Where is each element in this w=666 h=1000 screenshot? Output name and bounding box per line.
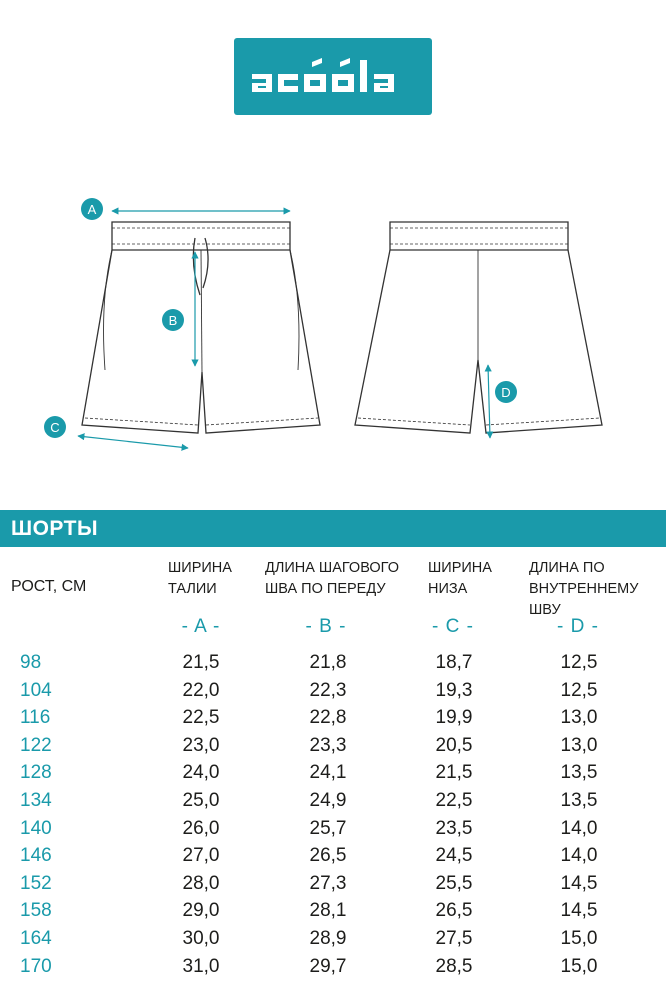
measurement-cell-c: 28,5	[435, 956, 473, 977]
measurement-cell-a: 23,0	[182, 735, 220, 756]
measurement-cell-b: 25,7	[309, 818, 347, 839]
table-row	[0, 845, 666, 872]
table-row	[0, 956, 666, 983]
table-row	[0, 762, 666, 789]
row-height-cell: 152	[20, 873, 52, 894]
measurement-cell-c: 19,3	[435, 680, 473, 701]
row-height-cell: 158	[20, 900, 52, 921]
row-height-cell: 170	[20, 956, 52, 977]
measurement-cell-d: 12,5	[560, 680, 598, 701]
measurement-cell-c: 24,5	[435, 845, 473, 866]
measurement-cell-a: 28,0	[182, 873, 220, 894]
row-height-cell: 104	[20, 680, 52, 701]
row-height-cell: 122	[20, 735, 52, 756]
table-row	[0, 928, 666, 955]
marker-c	[44, 416, 66, 438]
row-height-cell: 116	[20, 707, 51, 728]
column-letter-b: - B -	[305, 616, 347, 637]
measurement-cell-d: 14,0	[560, 818, 598, 839]
measurement-cell-a: 22,0	[182, 680, 220, 701]
measurement-cell-c: 21,5	[435, 762, 473, 783]
marker-a	[81, 198, 103, 220]
column-letter-a: - A -	[181, 616, 221, 637]
row-height-cell: 164	[20, 928, 52, 949]
table-row	[0, 652, 666, 679]
measurement-cell-d: 13,0	[560, 735, 598, 756]
measurement-cell-c: 22,5	[435, 790, 473, 811]
measurement-cell-a: 29,0	[182, 900, 220, 921]
table-row	[0, 900, 666, 927]
measurement-cell-a: 21,5	[182, 652, 220, 673]
shorts-back	[355, 222, 602, 433]
measurement-cell-c: 18,7	[435, 652, 473, 673]
brand-logo	[234, 38, 432, 115]
measurement-cell-c: 27,5	[435, 928, 473, 949]
marker-b	[162, 309, 184, 331]
row-height-cell: 146	[20, 845, 52, 866]
marker-d	[495, 381, 517, 403]
measurement-cell-a: 30,0	[182, 928, 220, 949]
table-row	[0, 873, 666, 900]
measurement-cell-d: 14,5	[560, 900, 598, 921]
shorts-measurement-diagram	[0, 180, 666, 480]
table-row	[0, 735, 666, 762]
table-row	[0, 680, 666, 707]
acoola-logo-mark	[234, 38, 432, 115]
measurement-cell-a: 22,5	[182, 707, 220, 728]
measurement-cell-b: 28,9	[309, 928, 347, 949]
size-table-title-bar	[0, 510, 666, 547]
row-height-cell: 128	[20, 762, 52, 783]
measurement-cell-b: 22,8	[309, 707, 347, 728]
measurement-cell-b: 28,1	[309, 900, 347, 921]
marker-d-label: D	[501, 385, 511, 400]
measurement-cell-a: 26,0	[182, 818, 220, 839]
column-header-waist-width: ШИРИНА ТАЛИИ	[168, 560, 232, 597]
measurement-cell-d: 15,0	[560, 928, 598, 949]
measurement-cell-b: 22,3	[309, 680, 347, 701]
measurement-cell-d: 13,5	[560, 790, 598, 811]
measurement-cell-a: 27,0	[182, 845, 220, 866]
measurement-cell-d: 13,0	[560, 707, 598, 728]
column-letter-d: - D -	[557, 616, 599, 637]
measurement-cell-d: 13,5	[560, 762, 598, 783]
row-height-cell: 140	[20, 818, 52, 839]
measurement-cell-c: 19,9	[435, 707, 473, 728]
measurement-cell-b: 21,8	[309, 652, 347, 673]
measurement-cell-d: 14,0	[560, 845, 598, 866]
measurement-cell-b: 26,5	[309, 845, 347, 866]
marker-a-label: A	[87, 202, 97, 217]
measurement-cell-b: 27,3	[309, 873, 347, 894]
measurement-cell-c: 20,5	[435, 735, 473, 756]
measurement-cell-b: 29,7	[309, 956, 347, 977]
measurement-cell-a: 31,0	[182, 956, 220, 977]
row-header-height: РОСТ, СМ	[11, 578, 87, 595]
measurement-cell-b: 24,9	[309, 790, 347, 811]
column-letter-c: - C -	[432, 616, 474, 637]
measurement-cell-c: 23,5	[435, 818, 473, 839]
table-row	[0, 818, 666, 845]
size-table-title: ШОРТЫ	[11, 517, 99, 540]
row-height-cell: 98	[20, 652, 42, 673]
column-header-inseam-length: ДЛИНА ПО ВНУТРЕННЕМУ ШВУ	[529, 560, 639, 618]
measurement-cell-c: 26,5	[435, 900, 473, 921]
measurement-cell-d: 12,5	[560, 652, 598, 673]
measurement-cell-c: 25,5	[435, 873, 473, 894]
marker-b-label: B	[168, 313, 178, 328]
measurement-cell-b: 23,3	[309, 735, 347, 756]
measurement-cell-d: 15,0	[560, 956, 598, 977]
column-header-hem-width: ШИРИНА НИЗА	[428, 560, 492, 597]
row-height-cell: 134	[20, 790, 52, 811]
measurement-cell-b: 24,1	[309, 762, 347, 783]
column-header-front-rise: ДЛИНА ШАГОВОГО ШВА ПО ПЕРЕДУ	[265, 560, 399, 597]
measurement-cell-a: 24,0	[182, 762, 220, 783]
measurement-cell-a: 25,0	[182, 790, 220, 811]
shorts-front	[82, 222, 320, 433]
marker-c-label: C	[50, 420, 60, 435]
table-row	[0, 707, 666, 734]
measurement-cell-d: 14,5	[560, 873, 598, 894]
table-row	[0, 790, 666, 817]
